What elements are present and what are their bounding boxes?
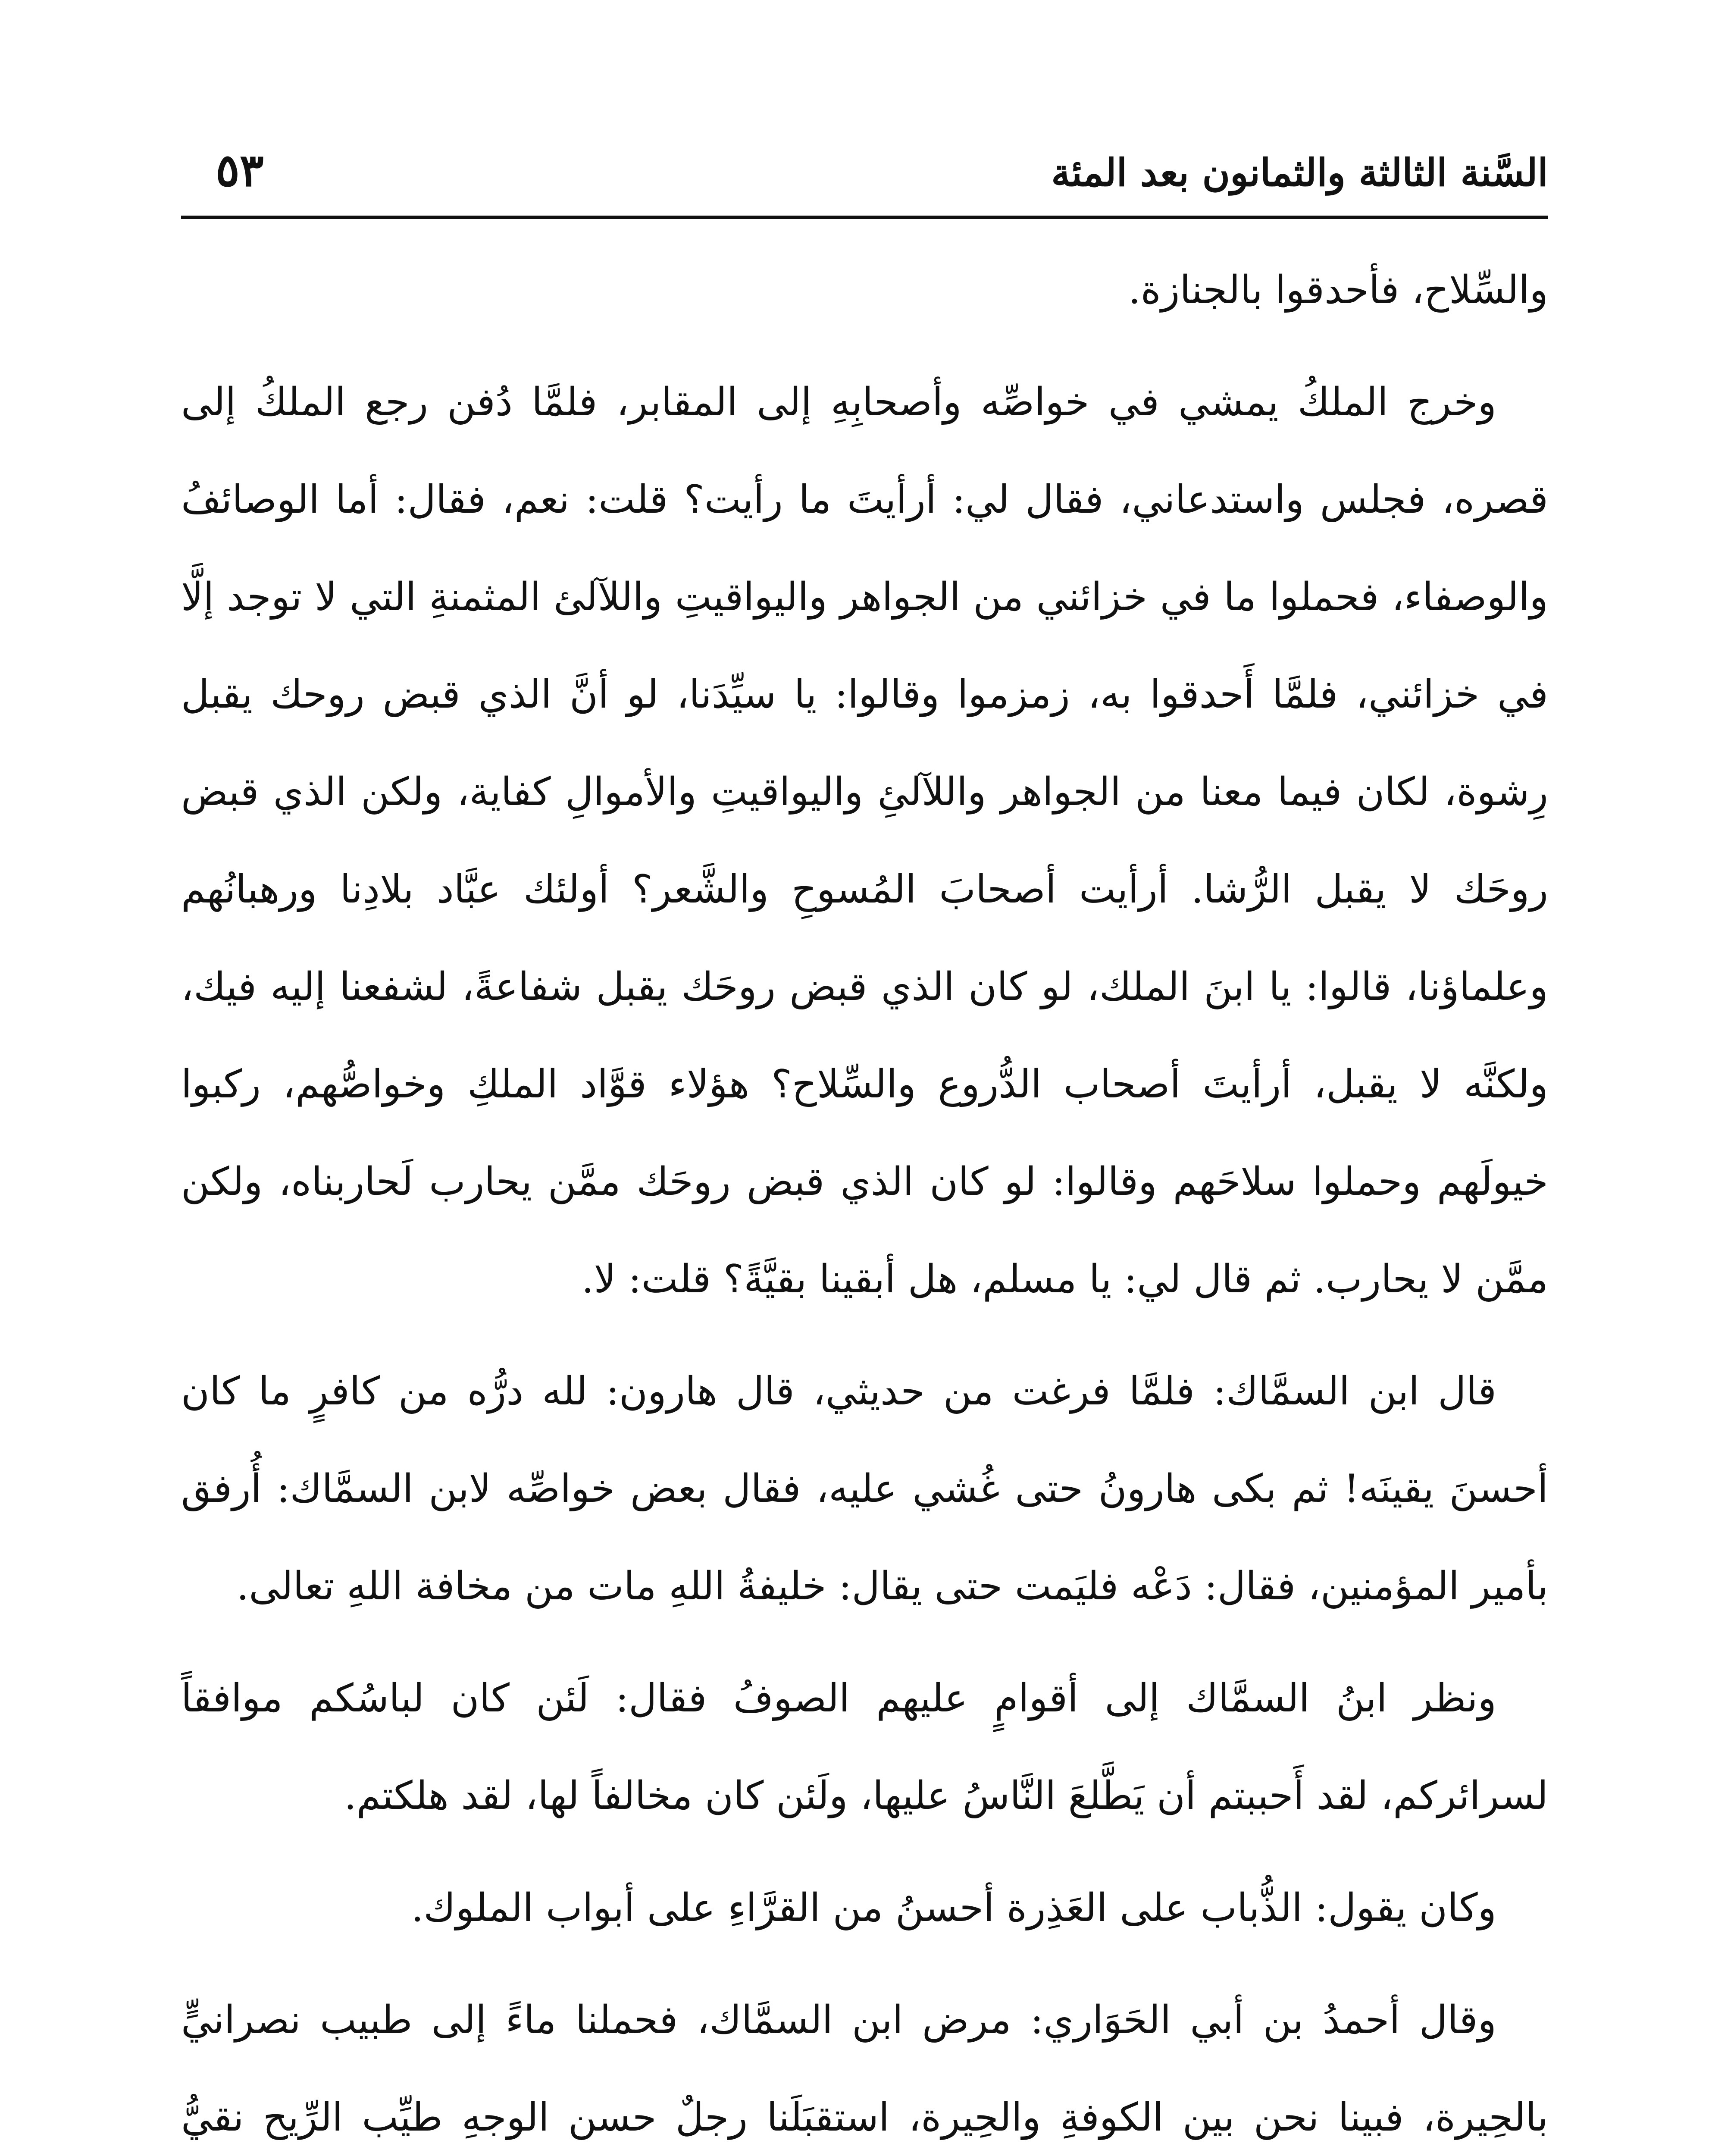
paragraph: وقال أحمدُ بن أبي الحَوَاري: مرض ابن السمَّاك، فحملنا ماءً إلى طبيب نصرانيٍّ بالحِيرة، فبينا نحن بين الكوفةِ والحِيرة، استقبَلَنا رجلٌ حسن الوجهِ طيِّب الرِّيح نقيُّ — [181, 1997, 1548, 2140]
paragraph: وكان يقول: الذُّباب على العَذِرة أحسنُ من القرَّاءِ على أبواب الملوك. — [411, 1885, 1496, 1930]
running-title: السَّنة الثالثة والثمانون بعد المئة — [1051, 150, 1548, 195]
page-number: ٥٣ — [216, 144, 264, 197]
text-body — [181, 241, 1548, 2156]
paragraph: ونظر ابنُ السمَّاك إلى أقوامٍ عليهم الصوفُ فقال: لَئن كان لباسُكم موافقاً لسرائركم، لقد أَحببتم أن يَطَّلعَ النَّاسُ عليها، ولَئن كان مخالفاً لها، لقد هلكتم. — [181, 1676, 1548, 1818]
paragraph: والسِّلاح، فأحدقوا بالجنازة. — [1128, 267, 1548, 313]
running-header — [181, 142, 1548, 211]
paragraph: قال ابن السمَّاك: فلمَّا فرغت من حديثي، قال هارون: لله درُّه من كافرٍ ما كان أحسنَ يقينَه! ثم بكى هارونُ حتى غُشي عليه، فقال بعض خواصِّه لابن السمَّاك: أُرفق بأمير المؤمنين، فقال: دَعْه فليَمت حتى يقال: خليفةُ اللهِ مات من مخافة اللهِ تعالى. — [181, 1369, 1548, 1609]
paragraph: وخرج الملكُ يمشي في خواصِّه وأصحابِهِ إلى المقابر، فلمَّا دُفن رجع الملكُ إلى قصره، فجلس واستدعاني، فقال لي: أرأيتَ ما رأيت؟ قلت: نعم، فقال: أما الوصائفُ والوصفاء، فحملوا ما في خزائني من الجواهر واليواقيتِ واللآلئ المثمنةِ التي لا توجد إلَّا في خزائني، فلمَّا أَحدقوا به، زمزموا وقالوا: يا سيِّدَنا، لو أنَّ الذي قبض روحك يقبل رِشوة، لكان فيما معنا من الجواهر واللآلئِ واليواقيتِ والأموالِ كفاية، ولكن الذي قبض روحَك لا يقبل الرُّشا. أرأيت أصحابَ المُسوحِ والشَّعر؟ أولئك عبَّاد بلادِنا ورهبانُهم وعلماؤنا، قالوا: يا ابنَ الملك، لو كان الذي قبض روحَك يقبل شفاعةً، لشفعنا إليه فيك، ولكنَّه لا يقبل، أرأيتَ أصحاب الدُّروع والسِّلاح؟ هؤلاء قوَّاد الملكِ وخواصُّهم، ركبوا خيولَهم وحملوا سلاحَهم وقالوا: لو كان الذي قبض روحَك ممَّن يحارب لَحاربناه، ولكن ممَّن لا يحارب. ثم قال لي: يا مسلم، هل أبقينا بقيَّةً؟ قلت: لا. — [181, 379, 1548, 1302]
header-rule — [181, 216, 1548, 219]
